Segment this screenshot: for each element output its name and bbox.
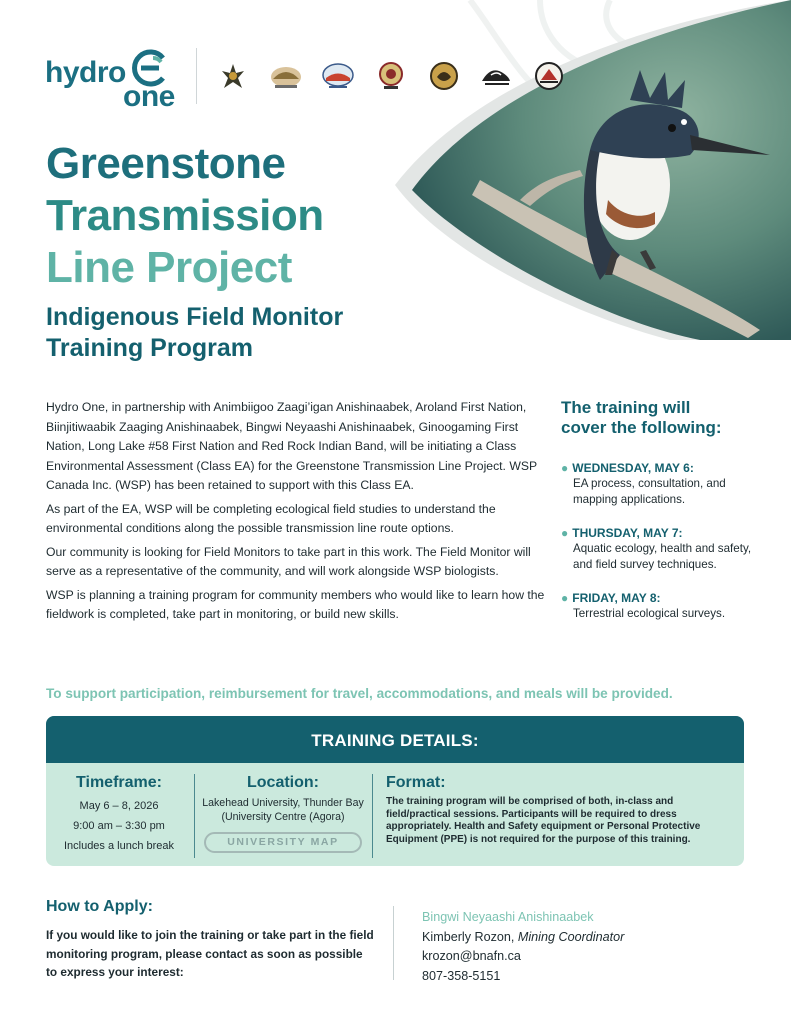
partner-logo-5 <box>427 61 461 91</box>
partner-logos <box>216 58 566 94</box>
coverage-title <box>561 398 761 438</box>
hydro-one-logo <box>45 44 175 113</box>
partner-logo-7 <box>532 61 566 91</box>
location-place: Lakehead University, Thunder Bay (University Centre (Agora) <box>202 797 364 823</box>
coverage-title-line-2: cover the following: <box>561 418 722 437</box>
coverage-desc: Aquatic ecology, health and safety, and field survey techniques. <box>573 542 752 571</box>
page-title <box>46 138 406 294</box>
column-divider <box>194 774 195 858</box>
title-line-2: Transmission <box>46 191 324 240</box>
intro-body <box>46 398 548 629</box>
logo-divider <box>196 48 197 104</box>
timeframe-dates: May 6 – 8, 2026 <box>79 800 159 812</box>
coverage-item <box>561 460 761 507</box>
intro-paragraph-3: Our community is looking for Field Monitors to take part in this work. The Field Monitor will serve as a representative of the community, and will work alongside WSP biologists. <box>46 544 531 578</box>
subtitle-line-1: Indigenous Field Monitor <box>46 303 344 331</box>
contact-email[interactable]: krozon@bnafn.ca <box>422 949 521 963</box>
partner-logo-6 <box>479 61 513 91</box>
page-subtitle <box>46 302 426 364</box>
bullet-icon: ● <box>561 591 569 605</box>
intro-paragraph-1: Hydro One, in partnership with Animbiigoo Zaagi’igan Anishinaabek, Aroland First Nation, Biinjitiwaabik Zaaging Anishinaabek, Bingwi Neyaashi Anishinaabek, Ginoogaming First Nation, Long Lake #58 First Nation and Red Rock Indian Band, will be initiating a Class Environmental Assessment (Class EA) for the Greenstone Transmission Line Project. WSP Canada Inc. (WSP) has been retained to support with this Class EA. <box>46 400 537 492</box>
apply-divider <box>393 906 394 980</box>
logo-text-hydro: hydro <box>45 56 126 89</box>
coverage-title-line-1: The training will <box>561 398 691 417</box>
location-column <box>200 774 366 853</box>
timeframe-note: Includes a lunch break <box>63 840 175 852</box>
format-column <box>386 774 736 846</box>
contact-role: Mining Coordinator <box>517 929 625 944</box>
timeframe-title: Timeframe: <box>76 774 162 791</box>
how-to-apply <box>46 898 376 982</box>
coverage-desc: EA process, consultation, and mapping applications. <box>573 477 726 506</box>
bullet-icon: ● <box>561 526 569 540</box>
partner-logo-1 <box>216 61 250 91</box>
contact-organization: Bingwi Neyaashi Anishinaabek <box>422 910 594 924</box>
apply-text: If you would like to join the training or take part in the field monitoring program, please contact as soon as possible to express your interest: <box>46 928 374 979</box>
coverage-desc: Terrestrial ecological surveys. <box>573 607 726 620</box>
format-text: The training program will be comprised of both, in-class and field/practical sessions. Participants will be required to dress appropriately. Health and Safety equipment or Personal Protective Equipment (PPE) is not required for the purpose of this training. <box>386 796 701 845</box>
contact-name: Kimberly Rozon, <box>422 929 515 944</box>
column-divider <box>372 774 373 858</box>
timeframe-column <box>54 774 184 856</box>
partner-logo-3 <box>321 61 355 91</box>
hydro-one-mark-icon <box>127 46 171 90</box>
support-note: To support participation, reimbursement for travel, accommodations, and meals will be provided. <box>46 686 673 701</box>
format-title: Format: <box>386 774 446 791</box>
contact-name-line <box>422 928 722 948</box>
contact-info <box>422 908 722 986</box>
partner-logo-2 <box>269 61 303 91</box>
bullet-icon: ● <box>561 461 569 475</box>
training-details-header: TRAINING DETAILS: <box>46 716 744 763</box>
contact-phone[interactable]: 807-358-5151 <box>422 968 501 983</box>
subtitle-line-2: Training Program <box>46 334 253 362</box>
university-map-button[interactable]: UNIVERSITY MAP <box>204 832 362 853</box>
training-coverage <box>561 398 761 640</box>
coverage-day: THURSDAY, MAY 7: <box>572 526 683 540</box>
timeframe-hours: 9:00 am – 3:30 pm <box>73 820 165 832</box>
intro-paragraph-4: WSP is planning a training program for community members who would like to learn how the fieldwork is completed, take part in monitoring, or build new skills. <box>46 587 545 621</box>
coverage-item <box>561 590 761 622</box>
title-line-3: Line Project <box>46 243 292 292</box>
partner-logo-4 <box>374 61 408 91</box>
title-line-1: Greenstone <box>46 139 286 188</box>
coverage-day: FRIDAY, MAY 8: <box>572 591 661 605</box>
apply-title: How to Apply: <box>46 898 153 915</box>
coverage-item <box>561 525 761 572</box>
training-details-panel <box>46 716 744 866</box>
location-title: Location: <box>247 774 319 791</box>
logo-text-one: one <box>123 80 175 113</box>
intro-paragraph-2: As part of the EA, WSP will be completing ecological field studies to understand the environmental conditions along the possible transmission line route options. <box>46 501 496 535</box>
coverage-day: WEDNESDAY, MAY 6: <box>572 461 694 475</box>
